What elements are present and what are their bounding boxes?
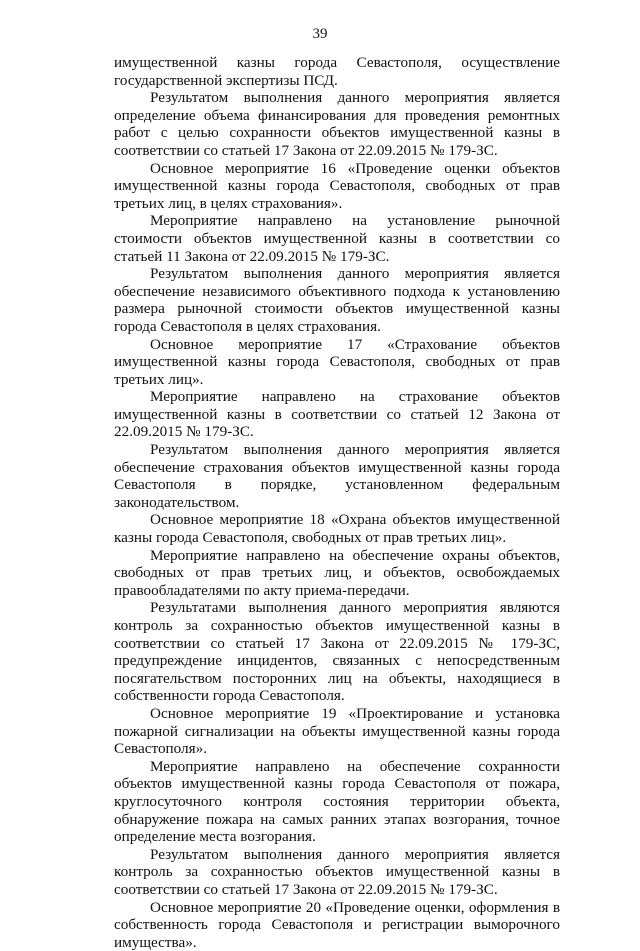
paragraph: Мероприятие направлено на страхование объектов имущественной казны в соответствии со статьей 12 Закона от 22.09.2015 № 179-ЗС. (114, 388, 560, 441)
paragraph: Мероприятие направлено на обеспечение охраны объектов, свободных от прав третьих лиц, и объектов, освобождаемых правообладателями по акту приема-передачи. (114, 547, 560, 600)
paragraph: Основное мероприятие 16 «Проведение оценки объектов имущественной казны города Севастополя, свободных от прав третьих лиц, в целях страхования». (114, 160, 560, 213)
paragraph: Основное мероприятие 19 «Проектирование и установка пожарной сигнализации на объекты имущественной казны города Севастополя». (114, 705, 560, 758)
body-text (114, 54, 560, 951)
paragraph: Мероприятие направлено на обеспечение сохранности объектов имущественной казны города Севастополя от пожара, круглосуточного контроля состояния территории объекта, обнаружение пожара на самых ранних этапах возгорания, точное определение места возгорания. (114, 758, 560, 846)
paragraph: Результатами выполнения данного мероприятия являются контроль за сохранностью объектов имущественной казны в соответствии со статьей 17 Закона от 22.09.2015 № 179-ЗС, предупреждение инцидентов, связанных с непосредственным посягательством посторонних лиц на объекты, находящиеся в собственности города Севастополя. (114, 599, 560, 705)
paragraph: Результатом выполнения данного мероприятия является обеспечение страхования объектов имущественной казны города Севастополя в порядке, установленном федеральным законодательством. (114, 441, 560, 511)
paragraph: Основное мероприятие 20 «Проведение оценки, оформления в собственность города Севастополя и регистрации выморочного имущества». (114, 899, 560, 951)
paragraph-continuation: имущественной казны города Севастополя, осуществление государственной экспертизы ПСД. (114, 54, 560, 89)
paragraph: Результатом выполнения данного мероприятия является контроль за сохранностью объектов имущественной казны в соответствии со статьей 17 Закона от 22.09.2015 № 179-ЗС. (114, 846, 560, 899)
paragraph: Основное мероприятие 17 «Страхование объектов имущественной казны города Севастополя, свободных от прав третьих лиц». (114, 336, 560, 389)
paragraph: Основное мероприятие 18 «Охрана объектов имущественной казны города Севастополя, свободных от прав третьих лиц». (114, 511, 560, 546)
paragraph: Мероприятие направлено на установление рыночной стоимости объектов имущественной казны в соответствии со статьей 11 Закона от 22.09.2015 № 179-ЗС. (114, 212, 560, 265)
paragraph: Результатом выполнения данного мероприятия является обеспечение независимого объективного подхода к установлению размера рыночной стоимости объектов имущественной казны города Севастополя в целях страхования. (114, 265, 560, 335)
paragraph: Результатом выполнения данного мероприятия является определение объема финансирования для проведения ремонтных работ с целью сохранности объектов имущественной казны в соответствии со статьей 17 Закона от 22.09.2015 № 179-ЗС. (114, 89, 560, 159)
page-number: 39 (0, 26, 640, 43)
